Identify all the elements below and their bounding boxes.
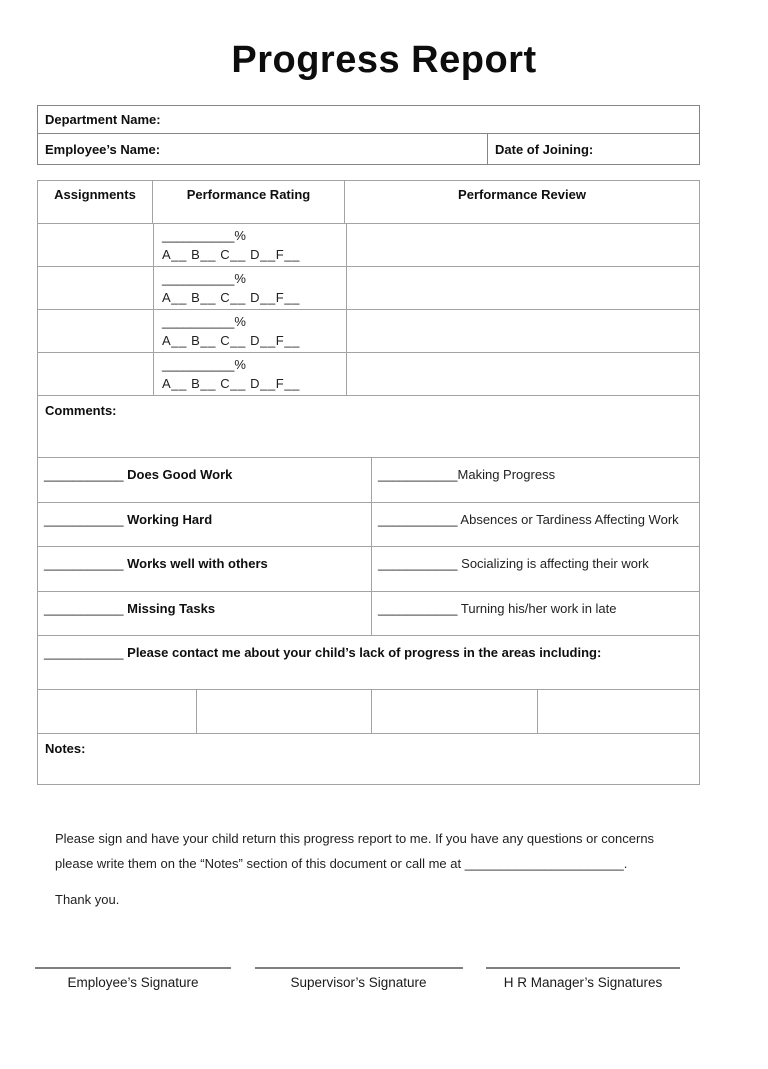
checklist-blank-line: ___________ [44,556,124,571]
checklist-right-label: Absences or Tardiness Affecting Work [457,512,679,527]
employee-joining-row [38,134,699,164]
review-cell [347,267,699,309]
checklist-row [38,457,699,502]
fill-cell [38,690,197,733]
department-row [38,106,699,134]
fill-cell [372,690,538,733]
percent-blank-line: __________ [162,228,235,243]
department-label: Department Name: [45,112,161,127]
checklist-right-cell [372,547,699,591]
contact-label: Please contact me about your child’s lack of progress in the areas including: [123,645,602,660]
checklist-right-cell [372,503,699,546]
ratings-header-row [38,181,699,223]
fill-cell [197,690,372,733]
rating-cell [154,310,347,352]
checklist-left-label: Does Good Work [123,467,233,482]
assignment-cell [38,224,154,266]
checklist-left-label: Works well with others [123,556,268,571]
header-performance-rating: Performance Rating [153,181,345,223]
checklist-blank-line: ___________ [44,601,124,616]
ratings-table [37,180,700,396]
checklist-left-label: Working Hard [123,512,213,527]
checklist-blank-line: ___________ [44,512,124,527]
rating-cell [154,353,347,395]
report-title: Progress Report [231,39,537,81]
percent-sign: % [234,228,246,243]
rating-cell [154,267,347,309]
fill-cells-row [38,689,699,733]
assignment-cell [38,267,154,309]
percent-line [162,269,346,288]
checklist-blank-line: ___________ [378,601,458,616]
comments-row [38,396,699,457]
signature-line [35,967,231,969]
percent-sign: % [234,357,246,372]
header-performance-review: Performance Review [458,187,586,202]
assignment-cell [38,310,154,352]
closing-line-1: Please sign and have your child return this progress report to me. If you have any questions or concerns [55,831,655,846]
checklist-left-cell [38,458,372,502]
checklist-left-cell [38,592,372,635]
checklist-left-label: Missing Tasks [123,601,216,616]
checklist-blank-line: ___________ [44,467,124,482]
joining-label: Date of Joining: [495,141,594,157]
signature-column [255,967,463,990]
joining-cell [488,134,699,164]
header-assignments: Assignments [38,181,153,223]
checklist-right-cell [372,592,699,635]
checklist-right-label: Making Progress [457,467,556,482]
checklist-row [38,502,699,546]
closing-period: . [623,856,628,871]
checklist-right-label: Socializing is affecting their work [457,556,649,571]
checklist-left-cell [38,503,372,546]
comments-label: Comments: [45,403,117,418]
rating-row [38,309,699,352]
notes-label: Notes: [45,741,86,756]
rating-row [38,352,699,395]
checklist-blank-line: ___________ [378,556,458,571]
signature-line [486,967,680,969]
signature-column [486,967,680,990]
review-cell [347,224,699,266]
grade-options: A__ B__ C__ D__F__ [162,247,300,262]
signature-column [35,967,231,990]
employee-label: Employee’s Name: [45,141,161,157]
checklist-left-cell [38,547,372,591]
signature-label: H R Manager’s Signatures [503,975,663,990]
rating-row [38,266,699,309]
percent-line [162,312,346,331]
phone-blank-line: ______________________ [464,856,624,871]
grade-options: A__ B__ C__ D__F__ [162,333,300,348]
percent-blank-line: __________ [162,314,235,329]
employee-cell [38,134,488,164]
percent-sign: % [234,314,246,329]
closing-line-2-text: please write them on the “Notes” section of this document or call me at [55,856,465,871]
signature-label: Supervisor’s Signature [290,975,427,990]
signature-block [35,967,680,990]
percent-line [162,226,346,245]
grade-options: A__ B__ C__ D__F__ [162,290,300,305]
checklist-blank-line: ___________ [378,467,458,482]
percent-line [162,355,346,374]
signature-label: Employee’s Signature [67,975,199,990]
checklist-row [38,591,699,635]
rating-row [38,223,699,266]
notes-row [38,733,699,784]
contact-row [38,635,699,689]
assignment-cell [38,353,154,395]
thanks-text: Thank you. [55,892,120,907]
fill-cell [538,690,699,733]
comments-section [37,396,700,785]
percent-blank-line: __________ [162,271,235,286]
checklist-right-label: Turning his/her work in late [457,601,617,616]
closing-line-2 [55,851,654,876]
signature-line [255,967,463,969]
contact-blank-line: ___________ [44,645,124,660]
info-table [37,105,700,165]
checklist-right-cell [372,458,699,502]
review-cell [347,353,699,395]
percent-sign: % [234,271,246,286]
percent-blank-line: __________ [162,357,235,372]
closing-paragraph [55,826,654,912]
checklist-row [38,546,699,591]
review-cell [347,310,699,352]
checklist-blank-line: ___________ [378,512,458,527]
rating-cell [154,224,347,266]
grade-options: A__ B__ C__ D__F__ [162,376,300,391]
